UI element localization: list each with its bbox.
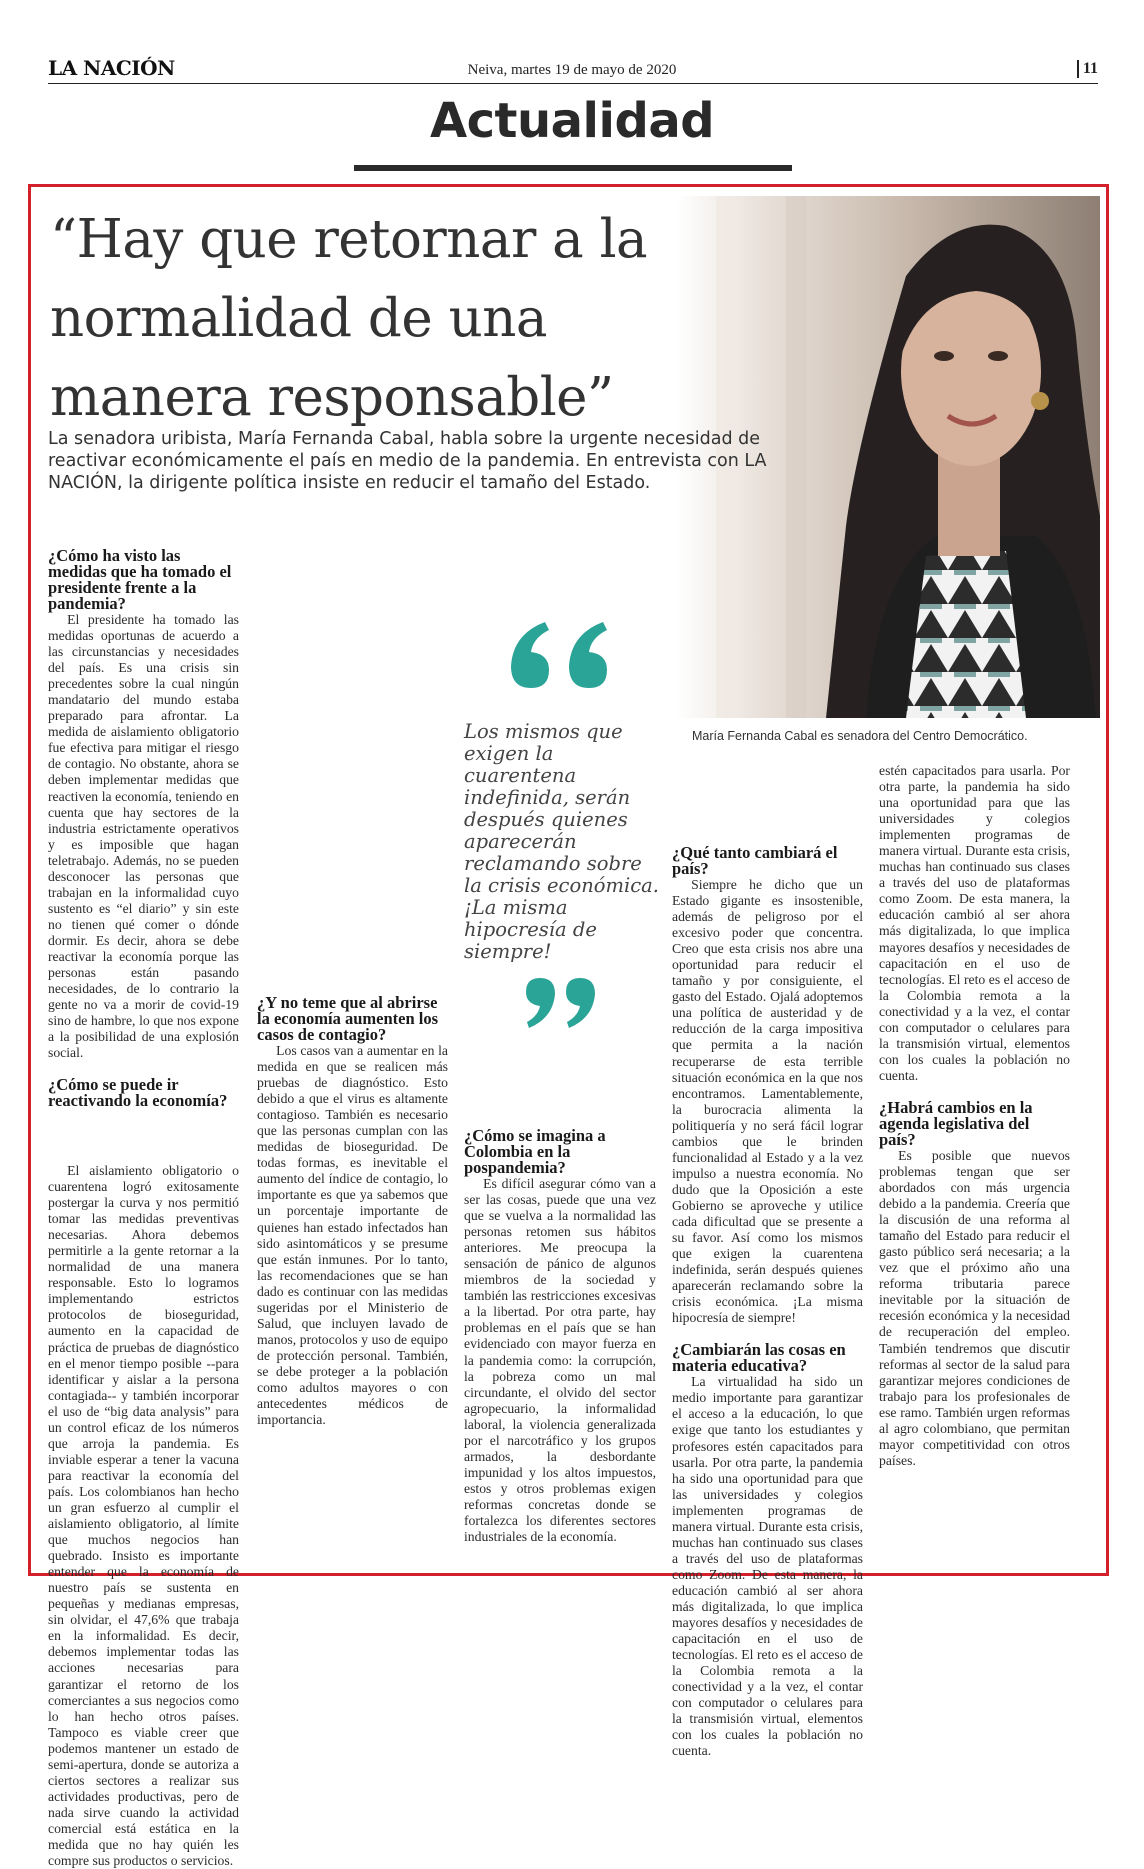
answer-6: La virtualidad ha sido un medio importante para garantizar el acceso a la educación, lo que exige que tanto los estudiantes y profesores estén capacitados para usarla. Por otra parte, la pandemia ha sido una oportunidad para que las universidades y colegios implementen programas de manera virtual. Durante esta crisis, muchas han continuado sus clases a través del uso de plataformas como Zoom. De esta manera, la educación cambió al ser ahora más digitalizada, lo que implica mayores desafíos y necesidades de capacitación en el uso de tecnologías. El reto es el acceso de la Colombia remota a la conectividad y a la vez, el contar con computador o celulares para la transmisión virtual, elementos con los cuales la población no cuenta. <box>672 1374 863 1759</box>
dateline: Neiva, martes 19 de mayo de 2020 <box>467 62 677 78</box>
column-2 <box>257 537 448 1428</box>
answer-4: Es difícil asegurar cómo van a ser las cosas, puede que una vez que se vuelva a la normalidad las personas retomen sus hábitos anteriores. Me preocupa la sensación de pánico de algunos miembros de la sociedad y también las restricciones excesivas a la libertad. Por otra parte, hay problemas en el país que se han evidenciado con mayor fuerza en la pandemia como: la corrupción, la pobreza como un mal circundante, el olvido del sector agropecuario, la informalidad laboral, la violencia generalizada por el narcotráfico y los grupos armados, la desbordante impunidad y los altos impuestos, estos y otros problemas exigen reformas concretas donde se fortalezca los diferentes sectores industriales de la economía. <box>464 1176 656 1545</box>
open-quote-icon <box>505 612 615 697</box>
column-5 <box>879 763 1070 1469</box>
column-1-continued <box>48 1163 239 1869</box>
question-6: ¿Cambiarán las cosas en materia educativa? <box>672 1340 846 1376</box>
question-5: ¿Qué tanto cambiará el país? <box>672 843 838 878</box>
answer-1: El presidente ha tomado las medidas oportunas de acuerdo a las circunstancias y necesidades del país. Es una crisis sin precedentes sobre la cual ningún mandatario del mundo estaba preparado para afrontar. La medida de aislamiento obligatorio fue efectiva para mitigar el riesgo de contagio. No obstante, ahora se deben implementar medidas que reactiven la economía, teniendo en cuenta que hay sectores de la industria estrictamente operativos y es imposible que hagan teletrabajo. Además, no se pueden desconocer las personas que trabajan en la informalidad cuyo sustento es “el diario” y sin este no tienen qué comer o dónde dormir. Es decir, ahora se debe reactivar la economía porque las personas están pasando necesidades, de lo contrario la gente no va a morir de covid-19 sino de hambre, lo que nos expone a la posibilidad de una explosión social. <box>48 612 239 1061</box>
page-number: 11 <box>1077 60 1098 78</box>
column-3 <box>464 1126 656 1545</box>
question-3: ¿Y no teme que al abrirse la economía aumenten los casos de contagio? <box>257 993 439 1044</box>
answer-5: Siempre he dicho que un Estado gigante es insostenible, además de peligroso por el excesivo poder que concentra. Creo que esta crisis nos abre una oportunidad para reducir el tamaño y por consiguiente, el gasto del Estado. Ojalá adoptemos una política de austeridad y de reducción de la carga impositiva que permita a la nación recuperarse de esta terrible situación económica en la que nos encontramos. Lamentablemente, la burocracia alimenta la politiquería y no será fácil lograr cambios que le brinden funcionalidad al Estado y a la vez impulso a nuestra economía. No dudo que la Oposición a este Gobierno se aproveche y utilice cada dificultad que se presente a su favor. Así como los mismos que exigen la cuarentena indefinida, serán después quienes aparecerán reclamando sobre la crisis económica. ¡La misma hipocresía de siempre! <box>672 877 863 1326</box>
photo-caption: María Fernanda Cabal es senadora del Centro Democrático. <box>692 729 1028 743</box>
section-underline <box>354 165 792 171</box>
column-1 <box>48 548 239 1109</box>
answer-2: El aislamiento obligatorio o cuarentena logró exitosamente postergar la curva y nos permitió tomar las medidas preventivas necesarias. Ahora debemos permitirle a la gente retornar a la normalidad de una manera responsable. Esto lo logramos implementando estrictos protocolos de bioseguridad, aumento en la capacidad de práctica de pruebas de diagnóstico en el menor tiempo posible --para identificar y aislar a la persona contagiada-- y también incorporar el uso de “big data analysis” para un control eficaz de los números que arroja la pandemia. Es inviable esperar a tener la vacuna para reactivar la economía del país. Los colombianos han hecho un gran esfuerzo al cumplir el aislamiento obligatorio, al límite que muchos negocios han quebrado. Insisto es importante entender que la economía de nuestro país se sustenta en pequeñas y medianas empresas, sin olvidar, el 47,6% que trabaja en la informalidad. Es decir, debemos implementar todas las acciones necesarias para garantizar el retorno de los comerciantes a sus negocios como lo han hecho otros países. Tampoco es viable creer que podemos mantener un estado de semi-apertura, donde se autoriza a ciertos sectores a realizar sus actividades productivas, pero de nada sirve cuando la actividad comercial está estática en la medida que no hay quién les compre sus productos o servicios. <box>48 1163 239 1869</box>
question-2: ¿Cómo se puede ir reactivando la economía? <box>48 1075 228 1111</box>
deck-intro: La senadora uribista, María Fernanda Cabal, habla sobre la urgente necesidad de reactivar económicamente el país en medio de la pandemia. En entrevista con LA NACIÓN, la dirigente política insiste en reducir el tamaño del Estado. <box>48 429 767 493</box>
pull-quote: Los mismos que exigen la cuarentena indefinida, serán después quienes aparecerán reclamando sobre la crisis económica. ¡La misma hipocresía de siempre! <box>464 720 659 963</box>
close-quote-icon <box>521 976 601 1041</box>
question-4: ¿Cómo se imagina a Colombia en la pospandemia? <box>464 1126 606 1177</box>
section-title: Actualidad <box>429 93 715 149</box>
masthead-logo: LA NACIÓN <box>48 56 175 80</box>
question-7: ¿Habrá cambios en la agenda legislativa del país? <box>879 1097 1033 1149</box>
column-4 <box>672 763 863 1759</box>
answer-7: Es posible que nuevos problemas tengan que ser abordados con más urgencia debido a la pandemia. Creería que la discusión de una reforma al tamaño del Estado para reducir el gasto público será necesaria; a la vez que el próximo año una reforma tributaria parece inevitable por la situación de recesión económica y la necesidad de recuperación del empleo. También tendremos que discutir reformas al sector de la salud para garantizar mejores condiciones de trabajo para los profesionales de ese ramo. También urgen reformas al agro colombiano, que permitan mayor competitividad con otros países. <box>879 1147 1070 1468</box>
answer-3: Los casos van a aumentar en la medida en que se realicen más pruebas de diagnóstico. Esto debido a que el virus es altamente contagioso. También es necesario que las personas cumplan con las medidas de bioseguridad. De todas formas, es inevitable el aumento del índice de contagio, lo importante es que ya sabemos que un porcentaje importante de quienes han estado infectados han sido asintomáticos y se presume que están inmunes. Por lo tanto, las recomendaciones que se han dado es continuar con las medidas sugeridas por el Ministerio de Salud, que incluyen lavado de manos, protocolos y uso de equipo de protección personal. También, se debe proteger a la población como adultos mayores o con antecedentes médicos de importancia. <box>257 1043 448 1428</box>
header-rule <box>48 83 1098 84</box>
answer-6-continued: estén capacitados para usarla. Por otra parte, la pandemia ha sido una oportunidad para que las universidades y colegios implementen programas de manera virtual. Durante esta crisis, muchas han continuado sus clases a través del uso de plataformas como Zoom. De esta manera, la educación cambió al ser ahora más digitalizada, lo que implica mayores desafíos y necesidades de capacitación en el uso de tecnologías. El reto es el acceso de la Colombia remota a la conectividad y a la vez, el contar con computador o celulares para la transmisión virtual, elementos con los cuales la población no cuenta. <box>879 763 1070 1083</box>
question-1: ¿Cómo ha visto las medidas que ha tomado el presidente frente a la pandemia? <box>48 546 232 613</box>
headline: “Hay que retornar a la normalidad de una manera responsable” <box>50 209 648 428</box>
